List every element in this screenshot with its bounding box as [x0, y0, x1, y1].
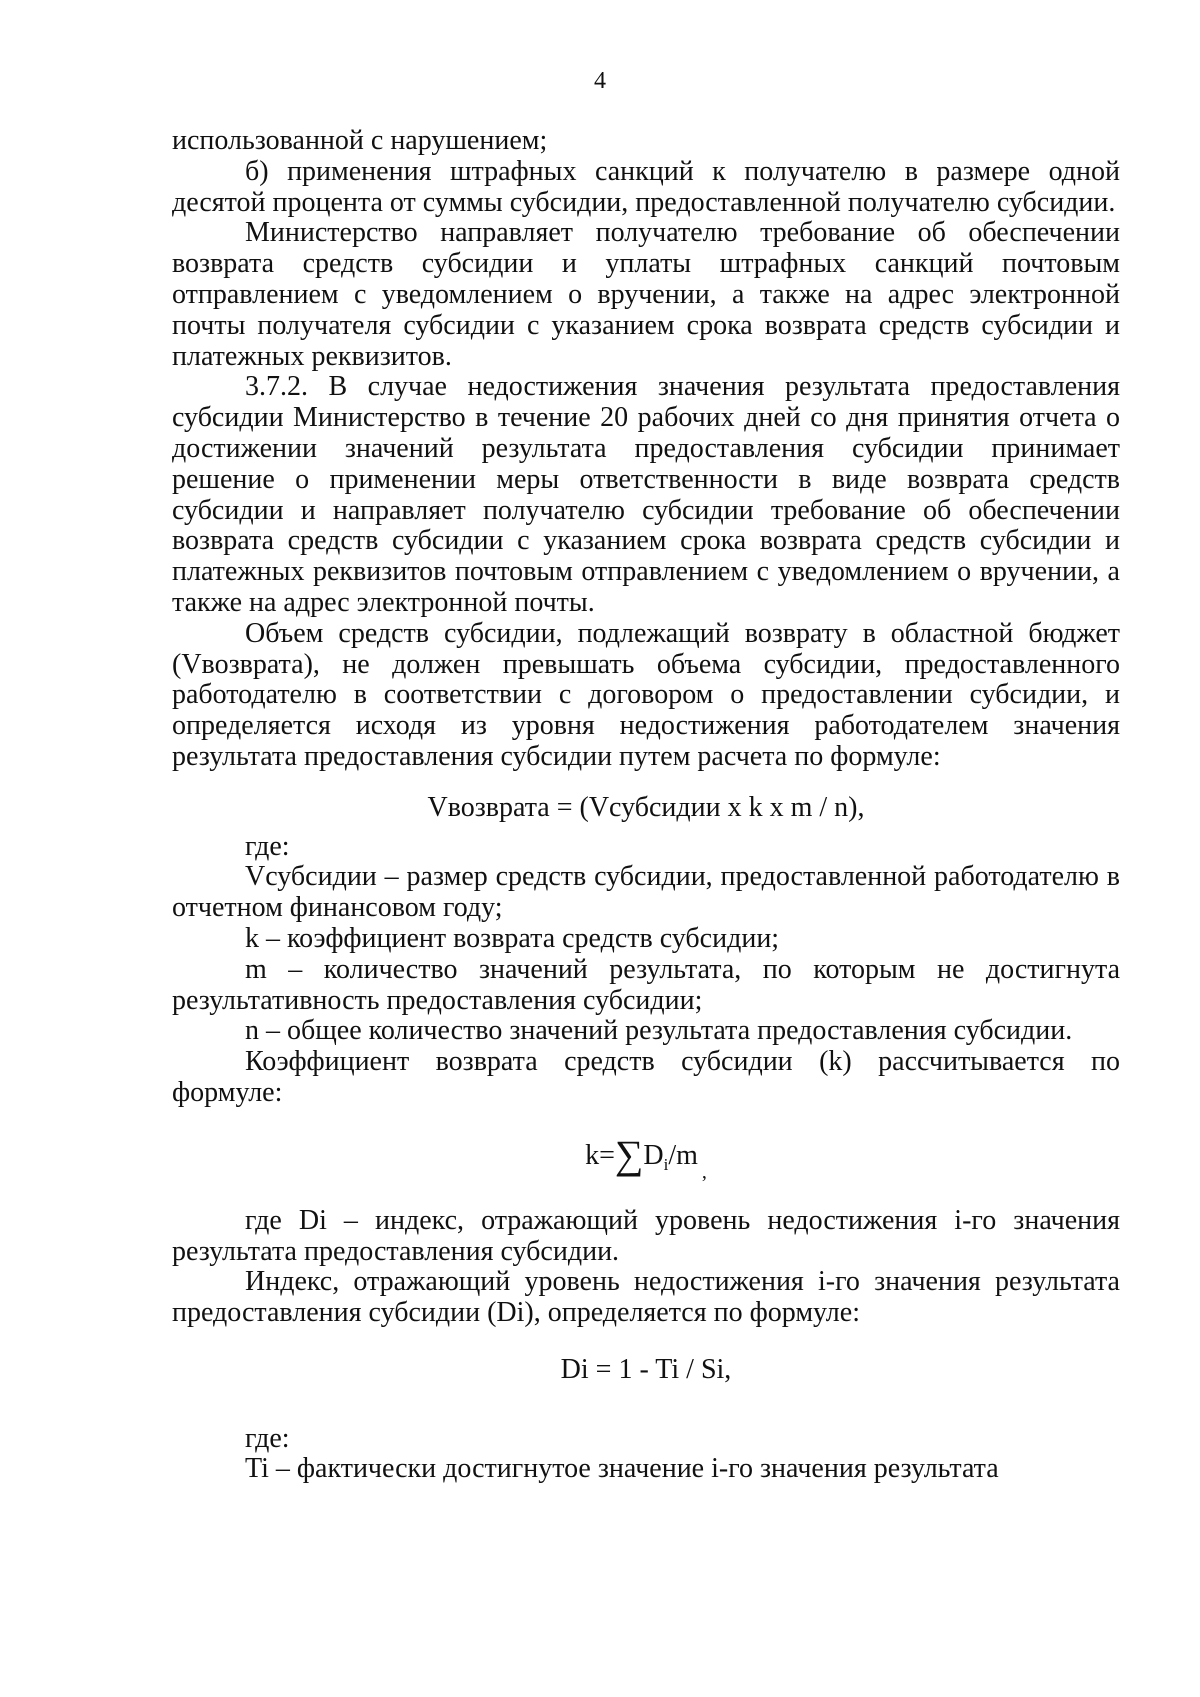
paragraph: 3.7.2. В случае недостижения значения результата предоставления субсидии Министерство в течение 20 рабочих дней со дня принятия отчета о достижении значений результата предоставления субсидии принимает решение о применении меры ответственности в виде возврата средств субсидии и направляет получателю субсидии требование об обеспечении возврата средств субсидии с указанием срока возврата средств субсидии и платежных реквизитов почтовым отправлением с уведомлением о вручении, а также на адрес электронной почты.	[172, 371, 1120, 618]
paragraph: где Di – индекс, отражающий уровень недостижения i-го значения результата предоставления субсидии.	[172, 1204, 1120, 1267]
paragraph: Vсубсидии – размер средств субсидии, предоставленной работодателю в отчетном финансовом году;	[172, 861, 1120, 924]
k-formula-lhs: k=	[585, 1139, 615, 1171]
paragraph: Коэффициент возврата средств субсидии (k) рассчитывается по формуле:	[172, 1046, 1120, 1108]
paragraph: n – общее количество значений результата предоставления субсидии.	[245, 1015, 1073, 1047]
paragraph: б) применения штрафных санкций к получателю в размере одной десятой процента от суммы субсидии, предоставленной получателю субсидии.	[172, 155, 1120, 218]
formula: Vвозврата = (Vсубсидии x k x m / n),	[427, 791, 865, 823]
k-formula-comma: ,	[701, 1160, 707, 1183]
paragraph: Индекс, отражающий уровень недостижения i-го значения результата предоставления субсидии (Di), определяется по формуле:	[172, 1266, 1120, 1329]
k-formula	[172, 1131, 1120, 1192]
formula: Di = 1 - Ti / Si,	[560, 1353, 732, 1385]
paragraph: Объем средств субсидии, подлежащий возврату в областной бюджет (Vвозврата), не должен превышать объема субсидии, предоставленного работодателю в соответствии с договором о предоставлении субсидии, и определяется исходя из уровня недостижения работодателем значения результата предоставления субсидии путем расчета по формуле:	[172, 617, 1120, 772]
paragraph: Ti – фактически достигнутое значение i-го значения результата	[245, 1453, 999, 1485]
document-body	[172, 126, 1120, 1485]
k-formula-divisor: /m	[668, 1139, 698, 1171]
page-number: 4	[594, 68, 606, 94]
k-formula-subscript: i	[663, 1154, 669, 1174]
paragraph: где:	[245, 1422, 290, 1454]
paragraph: k – коэффициент возврата средств субсидии;	[245, 922, 780, 954]
paragraph: использованной с нарушением;	[172, 125, 548, 156]
paragraph: m – количество значений результата, по которым не достигнута результативность предоставления субсидии;	[172, 953, 1120, 1016]
k-formula-variable: D	[643, 1139, 664, 1171]
sigma-symbol: ∑	[614, 1131, 644, 1177]
paragraph: Министерство направляет получателю требование об обеспечении возврата средств субсидии и уплаты штрафных санкций почтовым отправлением с уведомлением о вручении, а также на адрес электронной почты получателя субсидии с указанием срока возврата средств субсидии и платежных реквизитов.	[172, 217, 1120, 372]
paragraph: где:	[245, 830, 290, 862]
